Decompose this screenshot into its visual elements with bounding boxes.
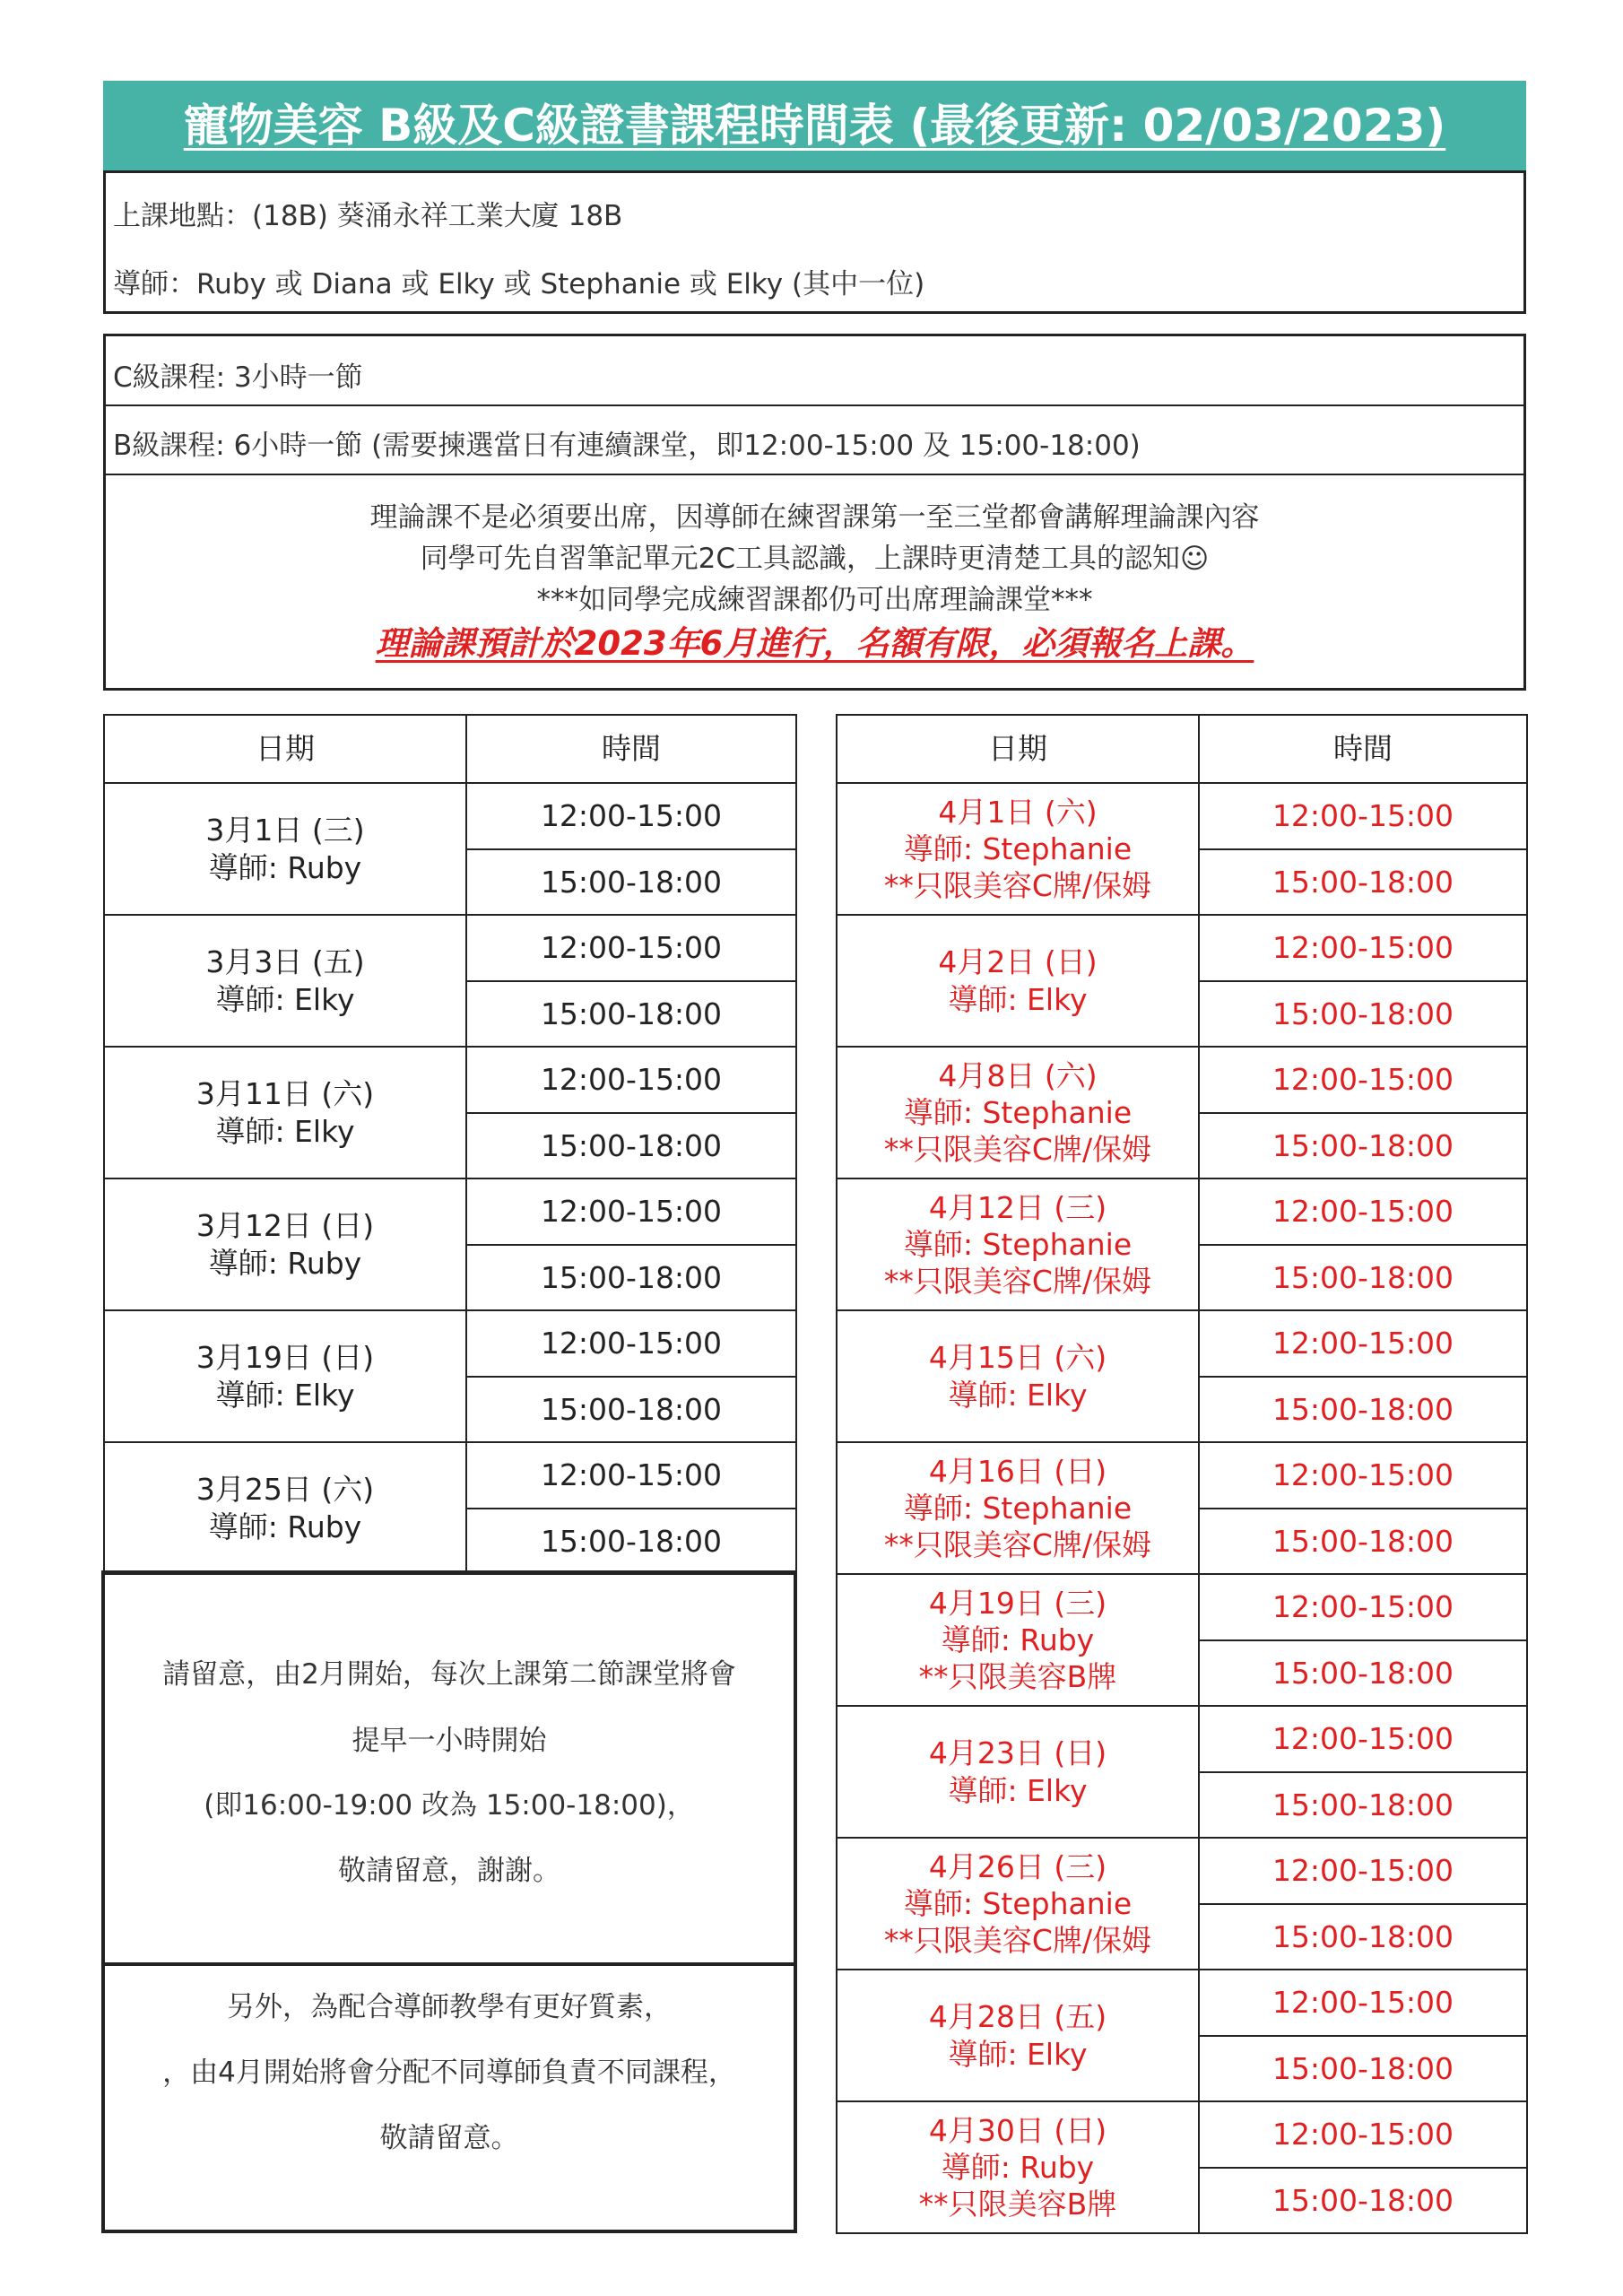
table-row [104, 1178, 796, 1245]
session-tutor: 導師: Stephanie [903, 1885, 1133, 1921]
session-tutor: 導師: Stephanie [903, 1094, 1133, 1130]
session-date-cell [837, 1178, 1199, 1310]
session-tutor: 導師: Elky [215, 981, 355, 1017]
session-date: 3月12日 (日) [195, 1208, 375, 1244]
date-header: 日期 [104, 715, 466, 783]
session-date-cell [837, 915, 1199, 1047]
divider [106, 404, 1523, 406]
time-slot-cell: 15:00-18:00 [1199, 2168, 1527, 2234]
session-date: 3月25日 (六) [195, 1472, 375, 1508]
time-slot-cell: 12:00-15:00 [1199, 1047, 1527, 1113]
table-row [837, 1838, 1527, 1904]
time-slot-cell: 15:00-18:00 [1199, 849, 1527, 916]
table-row [837, 783, 1527, 849]
session-restriction: **只限美容B牌 [918, 1659, 1117, 1695]
time-slot-cell: 12:00-15:00 [466, 1310, 796, 1377]
session-tutor: 導師: Ruby [941, 2149, 1095, 2185]
session-date-cell [837, 1970, 1199, 2101]
time-slot-cell: 15:00-18:00 [1199, 1245, 1527, 1311]
table-row [104, 783, 796, 849]
date-header: 日期 [837, 715, 1199, 783]
session-date: 4月23日 (日) [928, 1735, 1107, 1771]
session-date: 4月2日 (日) [938, 944, 1098, 980]
time-slot-cell: 15:00-18:00 [466, 1377, 796, 1443]
session-tutor: 導師: Elky [948, 1772, 1088, 1808]
time-header: 時間 [1199, 715, 1527, 783]
session-date-cell [104, 1047, 466, 1178]
theory-highlight-text: 理論課預計於2023年6月進行，名額有限，必須報名上課。 [375, 624, 1254, 663]
time-slot-cell: 12:00-15:00 [1199, 1442, 1527, 1509]
table-row [104, 1047, 796, 1113]
time-slot-cell: 15:00-18:00 [1199, 1113, 1527, 1179]
time-slot-cell: 15:00-18:00 [1199, 1640, 1527, 1707]
table-row [837, 1574, 1527, 1640]
time-slot-cell: 15:00-18:00 [466, 1113, 796, 1179]
april-schedule-table [836, 714, 1528, 2234]
notice2-line-2: ，由4月開始將會分配不同導師負責不同課程， [162, 2057, 736, 2089]
table-row [837, 1706, 1527, 1772]
time-slot-cell: 12:00-15:00 [466, 1047, 796, 1113]
time-slot-cell: 15:00-18:00 [466, 849, 796, 916]
session-date-cell [837, 1047, 1199, 1178]
notice2-line-3: 敬請留意。 [379, 2122, 519, 2154]
session-date-cell [837, 1574, 1199, 1706]
time-slot-cell: 12:00-15:00 [466, 783, 796, 849]
session-date: 4月19日 (三) [928, 1585, 1107, 1621]
notice-line-2: 提早一小時開始 [352, 1725, 547, 1757]
session-restriction: **只限美容C牌/保姆 [883, 1132, 1152, 1168]
time-header: 時間 [466, 715, 796, 783]
session-date-cell [837, 783, 1199, 915]
table-row [837, 1178, 1527, 1245]
table-row [104, 1310, 796, 1377]
course-box [103, 334, 1526, 691]
table-row [837, 1442, 1527, 1509]
notice-box-tutor-allocation [101, 1962, 797, 2233]
march-schedule-table [103, 714, 797, 1575]
time-slot-cell: 12:00-15:00 [1199, 915, 1527, 981]
session-date: 3月19日 (日) [195, 1340, 375, 1376]
tutors-text: 導師：Ruby 或 Diana 或 Elky 或 Stephanie 或 Elky (其中一位) [113, 268, 925, 300]
theory-note-3: ***如同學完成練習課都仍可出席理論課堂*** [536, 584, 1093, 616]
session-tutor: 導師: Stephanie [903, 831, 1133, 866]
theory-note-1: 理論課不是必須要出席，因導師在練習課第一至三堂都會講解理論課內容 [369, 501, 1260, 534]
session-date-cell [837, 1706, 1199, 1838]
session-date: 4月26日 (三) [928, 1848, 1107, 1884]
session-restriction: **只限美容C牌/保姆 [883, 1264, 1152, 1300]
table-row [104, 1442, 796, 1509]
session-restriction: **只限美容C牌/保姆 [883, 1923, 1152, 1959]
session-tutor: 導師: Elky [948, 1377, 1088, 1413]
theory-note-2: 同學可先自習筆記單元2C工具認識，上課時更清楚工具的認知☺ [420, 543, 1210, 575]
session-tutor: 導師: Ruby [208, 849, 362, 885]
location-text: 上課地點：(18B) 葵涌永祥工業大廈 18B [113, 200, 623, 232]
session-tutor: 導師: Stephanie [903, 1226, 1133, 1262]
table-row [837, 1310, 1527, 1377]
session-date: 4月30日 (日) [928, 2112, 1107, 2148]
notice-line-1: 請留意，由2月開始，每次上課第二節課堂將會 [162, 1658, 736, 1691]
b-level-text: B級課程: 6小時一節 (需要揀選當日有連續課堂，即12:00-15:00 及 15:00-18:00) [113, 430, 1141, 462]
time-slot-cell: 12:00-15:00 [466, 915, 796, 981]
divider [106, 474, 1523, 475]
session-tutor: 導師: Elky [215, 1377, 355, 1413]
session-date: 4月1日 (六) [938, 794, 1098, 830]
table-row [837, 2101, 1527, 2168]
theory-highlight [106, 616, 1523, 665]
session-date-cell [837, 1310, 1199, 1442]
session-tutor: 導師: Elky [948, 981, 1088, 1017]
time-slot-cell: 12:00-15:00 [466, 1442, 796, 1509]
page-title-banner [103, 81, 1526, 170]
time-slot-cell: 15:00-18:00 [1199, 1509, 1527, 1575]
session-tutor: 導師: Elky [948, 2036, 1088, 2072]
c-level-text: C級課程: 3小時一節 [113, 361, 363, 394]
time-slot-cell: 12:00-15:00 [1199, 783, 1527, 849]
time-slot-cell: 12:00-15:00 [466, 1178, 796, 1245]
info-box [103, 170, 1526, 314]
session-date: 4月28日 (五) [928, 1999, 1107, 2035]
time-slot-cell: 12:00-15:00 [1199, 1574, 1527, 1640]
session-tutor: 導師: Ruby [941, 1622, 1095, 1657]
notice2-line-1: 另外，為配合導師教學有更好質素， [227, 1991, 672, 2023]
time-slot-cell: 15:00-18:00 [1199, 1772, 1527, 1839]
session-date-cell [837, 2101, 1199, 2233]
table-row [837, 1047, 1527, 1113]
time-slot-cell: 12:00-15:00 [1199, 2101, 1527, 2168]
session-date-cell [104, 1178, 466, 1310]
session-tutor: 導師: Ruby [208, 1509, 362, 1544]
time-slot-cell: 15:00-18:00 [1199, 2036, 1527, 2102]
session-date-cell [837, 1838, 1199, 1970]
session-date-cell [104, 783, 466, 915]
session-tutor: 導師: Elky [215, 1113, 355, 1149]
session-date-cell [104, 915, 466, 1047]
session-date: 4月16日 (日) [928, 1453, 1107, 1489]
table-row [837, 915, 1527, 981]
time-slot-cell: 15:00-18:00 [466, 981, 796, 1048]
notice-box-schedule-change [101, 1570, 797, 1966]
session-date: 3月1日 (三) [205, 813, 365, 848]
time-slot-cell: 12:00-15:00 [1199, 1310, 1527, 1377]
session-tutor: 導師: Ruby [208, 1245, 362, 1281]
session-date: 4月12日 (三) [928, 1189, 1107, 1225]
session-date: 4月15日 (六) [928, 1340, 1107, 1376]
time-slot-cell: 12:00-15:00 [1199, 1838, 1527, 1904]
session-date-cell [837, 1442, 1199, 1574]
time-slot-cell: 15:00-18:00 [1199, 981, 1527, 1048]
notice-line-3: (即16:00-19:00 改為 15:00-18:00)， [204, 1789, 695, 1822]
time-slot-cell: 15:00-18:00 [1199, 1377, 1527, 1443]
notice-line-4: 敬請留意，謝謝。 [338, 1855, 560, 1887]
session-date-cell [104, 1442, 466, 1574]
session-restriction: **只限美容C牌/保姆 [883, 1527, 1152, 1563]
time-slot-cell: 15:00-18:00 [466, 1509, 796, 1575]
time-slot-cell: 12:00-15:00 [1199, 1706, 1527, 1772]
page-title: 寵物美容 B級及C級證書課程時間表 (最後更新: 02/03/2023) [183, 100, 1446, 152]
time-slot-cell: 15:00-18:00 [1199, 1904, 1527, 1970]
session-restriction: **只限美容B牌 [918, 2187, 1117, 2222]
time-slot-cell: 15:00-18:00 [466, 1245, 796, 1311]
session-date-cell [104, 1310, 466, 1442]
time-slot-cell: 12:00-15:00 [1199, 1970, 1527, 2036]
table-row [837, 1970, 1527, 2036]
session-date: 3月3日 (五) [205, 944, 365, 980]
session-date: 4月8日 (六) [938, 1057, 1098, 1093]
session-restriction: **只限美容C牌/保姆 [883, 868, 1152, 904]
time-slot-cell: 12:00-15:00 [1199, 1178, 1527, 1245]
session-tutor: 導師: Stephanie [903, 1490, 1133, 1526]
table-row [104, 915, 796, 981]
session-date: 3月11日 (六) [195, 1076, 375, 1112]
